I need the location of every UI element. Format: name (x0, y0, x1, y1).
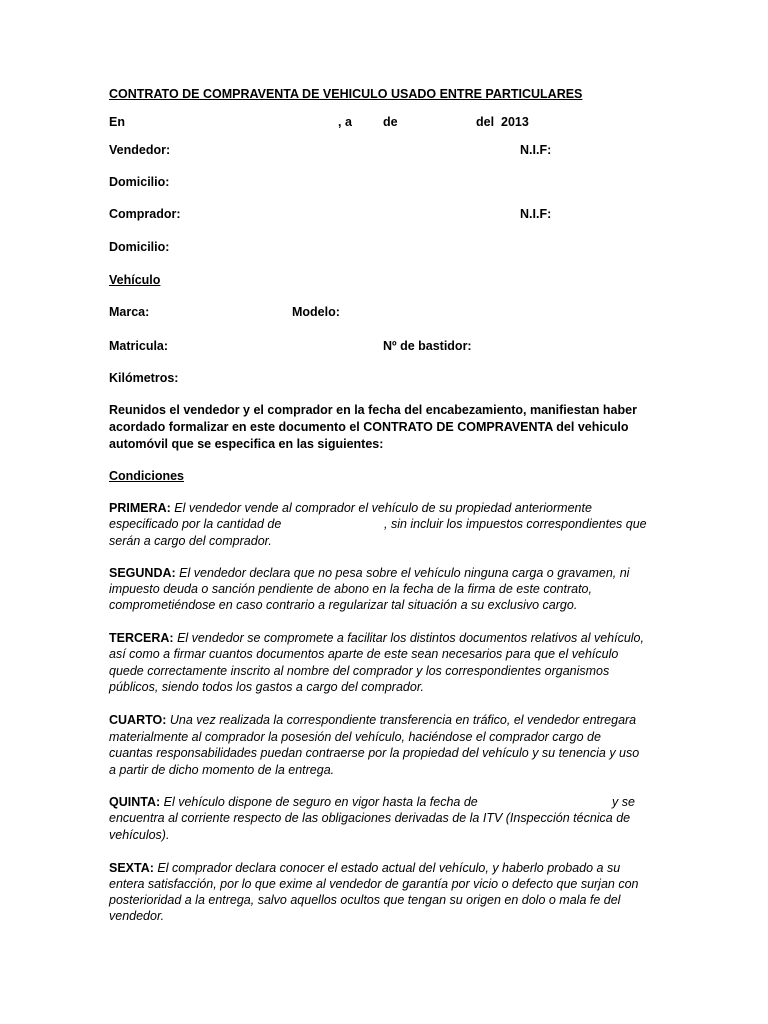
intro-line-3: automóvil que se especifica en las siguientes: (109, 437, 384, 451)
clause-primera-line-3: serán a cargo del comprador. (109, 534, 272, 548)
year-label: del 2013 (476, 115, 529, 129)
clause-cuarto-line-1: CUARTO: Una vez realizada la correspondiente transferencia en tráfico, el vendedor entregara (109, 713, 637, 727)
plate-label: Matricula: (109, 339, 169, 353)
seller-label: Vendedor: (109, 143, 171, 157)
clause-cuarto-line-4: a partir de dicho momento de la entrega. (109, 763, 335, 777)
clause-primera-label: PRIMERA: (109, 501, 171, 515)
clause-segunda-line-1: SEGUNDA: El vendedor declara que no pesa sobre el vehículo ninguna carga o gravamen, ni (109, 566, 630, 580)
intro-line-1: Reunidos el vendedor y el comprador en la fecha del encabezamiento, manifiestan haber (109, 403, 637, 417)
clause-quinta-line-2: encuentra al corriente respecto de las obligaciones derivadas de la ITV (Inspección técnica de (109, 811, 631, 825)
brand-label: Marca: (109, 305, 150, 319)
clause-sexta-line-3: posterioridad a la entrega, salvo aquellos ocultos que tengan su origen en dolo o mala fe del (109, 893, 621, 907)
clause-segunda-label: SEGUNDA: (109, 566, 176, 580)
buyer-address-label: Domicilio: (109, 240, 170, 254)
clause-tercera-line-1: TERCERA: El vendedor se compromete a facilitar los distintos documentos relativos al vehículo, (109, 631, 644, 645)
clause-tercera-line-3: quede correctamente inscrito al nombre del comprador y los correspondientes organismos (109, 664, 610, 678)
buyer-nif-label: N.I.F: (520, 207, 552, 221)
clause-primera-line-2b: , sin incluir los impuestos correspondientes que (384, 517, 647, 531)
conditions-heading: Condiciones (109, 469, 185, 483)
clause-tercera-label: TERCERA: (109, 631, 174, 645)
clause-sexta-line-1: SEXTA: El comprador declara conocer el estado actual del vehículo, y haberlo probado a su (109, 861, 621, 875)
vehicle-heading: Vehículo (109, 273, 161, 287)
chassis-label: Nº de bastidor: (383, 339, 472, 353)
clause-segunda-line-2: impuesto deuda o sanción pendiente de abono en la fecha de la firma de este contrato, (109, 582, 592, 596)
date-of-label: de (383, 115, 398, 129)
place-label: En (109, 115, 125, 129)
clause-sexta-line-2: entera satisfacción, por lo que exime al vendedor de garantía por vicio o defecto que surjan con (109, 877, 639, 891)
clause-primera-line-2: especificado por la cantidad de (109, 517, 282, 531)
intro-line-2: acordado formalizar en este documento el CONTRATO DE COMPRAVENTA del vehiculo (109, 420, 629, 434)
clause-tercera-line-4: públicos, siendo todos los gastos a cargo del comprador. (109, 680, 424, 694)
model-label: Modelo: (292, 305, 340, 319)
seller-address-label: Domicilio: (109, 175, 170, 189)
year-value: 2013 (501, 115, 529, 129)
buyer-label: Comprador: (109, 207, 181, 221)
document-title: CONTRATO DE COMPRAVENTA DE VEHICULO USADO ENTRE PARTICULARES (109, 87, 583, 101)
clause-quinta-line-1b: y se (612, 795, 635, 809)
clause-tercera-line-2: así como a firmar cuantos documentos aparte de este sean necesarios para que el vehículo (109, 647, 619, 661)
clause-cuarto-line-2: materialmente al comprador la posesión del vehículo, haciéndose el comprador cargo de (109, 730, 601, 744)
clause-segunda-line-3: comprometiéndose en caso contrario a regularizar tal situación a su exclusivo cargo. (109, 598, 578, 612)
clause-quinta-line-3: vehículos). (109, 828, 170, 842)
clause-quinta-line-1: QUINTA: El vehículo dispone de seguro en vigor hasta la fecha de (109, 795, 478, 809)
clause-quinta-label: QUINTA: (109, 795, 161, 809)
clause-sexta-line-4: vendedor. (109, 909, 165, 923)
clause-cuarto-line-3: cuantas responsabilidades puedan contraerse por la propiedad del vehículo y su tenencia y uso (109, 746, 640, 760)
clause-cuarto-label: CUARTO: (109, 713, 167, 727)
mileage-label: Kilómetros: (109, 371, 179, 385)
clause-sexta-label: SEXTA: (109, 861, 154, 875)
seller-nif-label: N.I.F: (520, 143, 552, 157)
clause-primera-line-1: PRIMERA: El vendedor vende al comprador el vehículo de su propiedad anteriormente (109, 501, 592, 515)
date-separator: , a (338, 115, 352, 129)
